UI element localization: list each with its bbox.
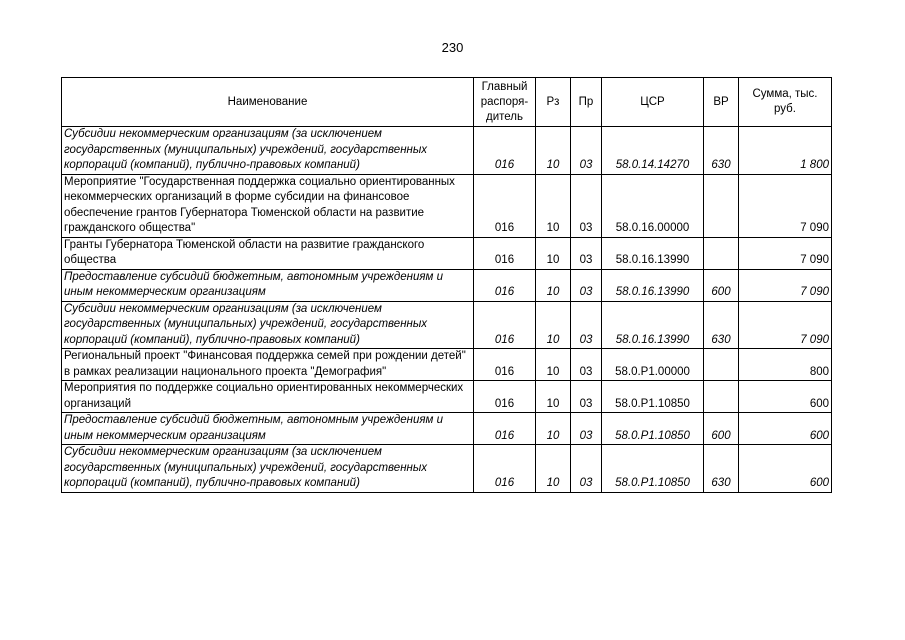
table-row: [62, 381, 832, 413]
cell-pr: 03: [571, 445, 602, 493]
cell-pr: 03: [571, 381, 602, 413]
header-sum: Сумма, тыс. руб.: [739, 78, 832, 127]
cell-manager: 016: [474, 349, 536, 381]
cell-manager: 016: [474, 174, 536, 237]
cell-csr: 58.0.P1.10850: [602, 413, 704, 445]
cell-vr: [704, 381, 739, 413]
cell-csr: 58.0.P1.00000: [602, 349, 704, 381]
cell-pr: 03: [571, 269, 602, 301]
cell-rz: 10: [536, 127, 571, 175]
cell-pr: 03: [571, 127, 602, 175]
cell-manager: 016: [474, 413, 536, 445]
cell-name: Предоставление субсидий бюджетным, автономным учреждениям и иным некоммерческим организациям: [62, 269, 474, 301]
cell-sum: 7 090: [739, 269, 832, 301]
table-row: [62, 269, 832, 301]
header-csr: ЦСР: [602, 78, 704, 127]
cell-rz: 10: [536, 237, 571, 269]
cell-manager: 016: [474, 301, 536, 349]
cell-csr: 58.0.P1.10850: [602, 445, 704, 493]
cell-rz: 10: [536, 174, 571, 237]
cell-name: Предоставление субсидий бюджетным, автономным учреждениям и иным некоммерческим организациям: [62, 413, 474, 445]
cell-vr: [704, 237, 739, 269]
cell-sum: 600: [739, 381, 832, 413]
cell-rz: 10: [536, 269, 571, 301]
cell-rz: 10: [536, 445, 571, 493]
table-row: [62, 237, 832, 269]
cell-name: Мероприятие "Государственная поддержка социально ориентированных некоммерческих организаций в форме субсидии на финансовое обеспечение грантов Губернатора Тюменской области на развитие гражданского общества": [62, 174, 474, 237]
cell-sum: 7 090: [739, 301, 832, 349]
cell-sum: 7 090: [739, 174, 832, 237]
cell-csr: 58.0.16.13990: [602, 301, 704, 349]
cell-csr: 58.0.P1.10850: [602, 381, 704, 413]
cell-sum: 600: [739, 445, 832, 493]
cell-sum: 600: [739, 413, 832, 445]
table-row: [62, 127, 832, 175]
cell-name: Субсидии некоммерческим организациям (за исключением государственных (муниципальных) учреждений, государственных корпораций (компаний), публично-правовых компаний): [62, 301, 474, 349]
cell-rz: 10: [536, 413, 571, 445]
cell-sum: 7 090: [739, 237, 832, 269]
table-row: [62, 349, 832, 381]
table-row: [62, 174, 832, 237]
header-pr: Пр: [571, 78, 602, 127]
cell-pr: 03: [571, 174, 602, 237]
cell-manager: 016: [474, 445, 536, 493]
header-rz: Рз: [536, 78, 571, 127]
cell-manager: 016: [474, 381, 536, 413]
header-name: Наименование: [62, 78, 474, 127]
cell-csr: 58.0.16.00000: [602, 174, 704, 237]
cell-name: Субсидии некоммерческим организациям (за исключением государственных (муниципальных) учреждений, государственных корпораций (компаний), публично-правовых компаний): [62, 445, 474, 493]
cell-pr: 03: [571, 349, 602, 381]
cell-vr: 600: [704, 413, 739, 445]
header-vr: ВР: [704, 78, 739, 127]
cell-name: Субсидии некоммерческим организациям (за исключением государственных (муниципальных) учреждений, государственных корпораций (компаний), публично-правовых компаний): [62, 127, 474, 175]
table-row: [62, 445, 832, 493]
cell-sum: 1 800: [739, 127, 832, 175]
table-row: [62, 301, 832, 349]
header-manager: Главный распоря-дитель: [474, 78, 536, 127]
cell-rz: 10: [536, 301, 571, 349]
cell-sum: 800: [739, 349, 832, 381]
cell-csr: 58.0.16.13990: [602, 237, 704, 269]
cell-name: Гранты Губернатора Тюменской области на развитие гражданского общества: [62, 237, 474, 269]
page-number: 230: [441, 40, 464, 55]
cell-vr: [704, 349, 739, 381]
cell-name: Региональный проект "Финансовая поддержка семей при рождении детей" в рамках реализации национального проекта "Демография": [62, 349, 474, 381]
cell-pr: 03: [571, 301, 602, 349]
cell-rz: 10: [536, 349, 571, 381]
cell-manager: 016: [474, 269, 536, 301]
cell-csr: 58.0.16.13990: [602, 269, 704, 301]
cell-name: Мероприятия по поддержке социально ориентированных некоммерческих организаций: [62, 381, 474, 413]
cell-vr: 630: [704, 301, 739, 349]
cell-manager: 016: [474, 237, 536, 269]
cell-pr: 03: [571, 237, 602, 269]
cell-vr: 630: [704, 127, 739, 175]
cell-manager: 016: [474, 127, 536, 175]
table-row: [62, 413, 832, 445]
cell-vr: [704, 174, 739, 237]
cell-pr: 03: [571, 413, 602, 445]
table-header-row: [62, 78, 832, 127]
cell-vr: 600: [704, 269, 739, 301]
cell-rz: 10: [536, 381, 571, 413]
cell-vr: 630: [704, 445, 739, 493]
cell-csr: 58.0.14.14270: [602, 127, 704, 175]
budget-table: [61, 77, 832, 493]
